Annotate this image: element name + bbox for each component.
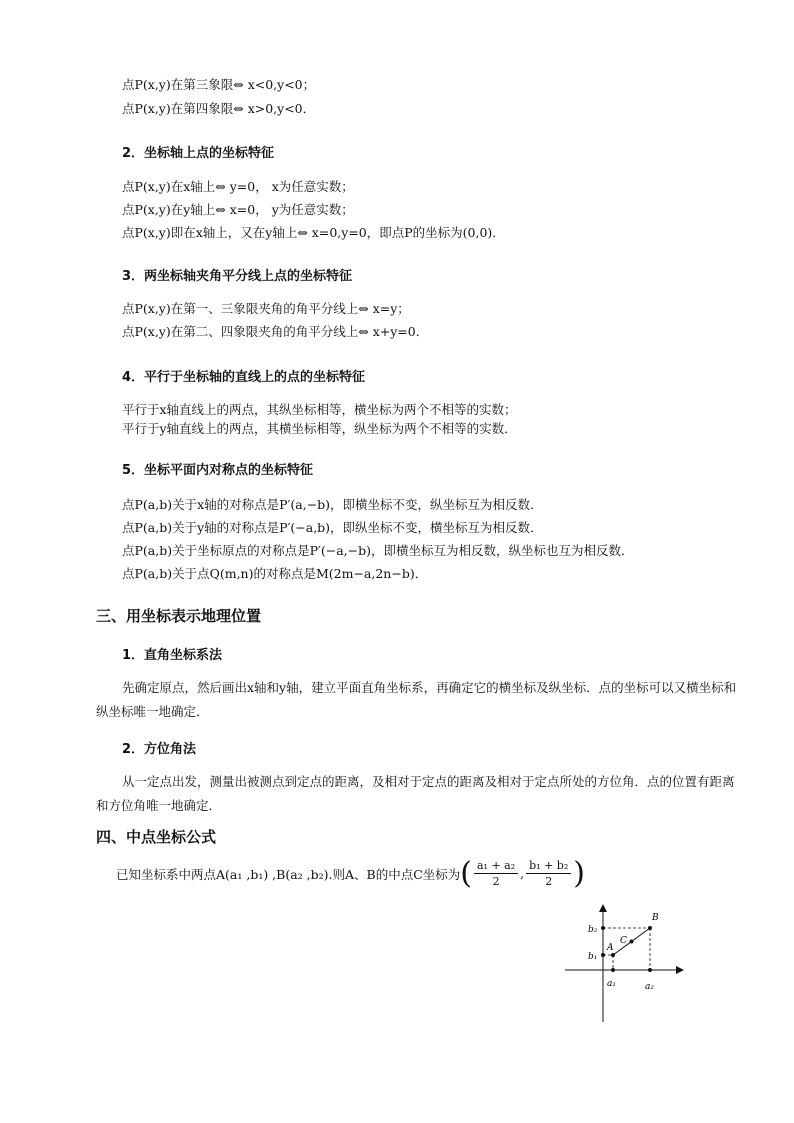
label-a2: a₂ [645, 982, 654, 992]
tick-b1 [601, 953, 605, 957]
midpoint-diagram [560, 900, 690, 1030]
right-paren: ) [573, 855, 585, 891]
subheading: 1．直角坐标系法 [122, 648, 223, 663]
left-paren: ( [460, 855, 472, 891]
text-line: 点P(x,y)即在x轴上，又在y轴上⇔ x=0,y=0，即点P的坐标为(0,0)． [122, 225, 505, 240]
text-line: 平行于x轴直线上的两点，其纵坐标相等，横坐标为两个不相等的实数； [122, 402, 517, 417]
text-line: 点P(x,y)在第三象限⇔ x<0,y<0； [122, 77, 316, 92]
point-a [611, 953, 615, 957]
label-b: B [652, 913, 659, 923]
text-line: 点P(x,y)在y轴上⇔ x=0， y为任意实数； [122, 202, 354, 217]
fraction-y-denominator: 2 [545, 875, 553, 888]
text-line: 平行于y轴直线上的两点，其横坐标相等，纵坐标为两个不相等的实数． [122, 421, 517, 436]
text-line: 点P(x,y)在第四象限⇔ x>0,y<0． [122, 101, 316, 116]
label-a1: a₁ [607, 979, 616, 989]
midpoint-formula [116, 855, 585, 891]
text-line: 点P(a,b)关于x轴的对称点是P′(a,−b)，即横坐标不变，纵坐标互为相反数． [122, 497, 543, 512]
fraction-y [526, 858, 571, 889]
subheading: 2．坐标轴上点的坐标特征 [122, 146, 275, 161]
fraction-x-numerator: a₁ + a₂ [474, 858, 518, 874]
point-b [648, 926, 652, 930]
subheading: 5．坐标平面内对称点的坐标特征 [122, 463, 314, 478]
section-heading: 三、用坐标表示地理位置 [96, 607, 262, 625]
label-c: C [620, 936, 627, 946]
text-line: 点P(a,b)关于坐标原点的对称点是P′(−a,−b)，即横坐标互为相反数，纵坐标也互为相反数． [122, 543, 634, 558]
label-a: A [607, 943, 614, 953]
comma: , [520, 866, 525, 881]
tick-b2 [601, 926, 605, 930]
subheading: 3．两坐标轴夹角平分线上点的坐标特征 [122, 269, 353, 284]
section-heading: 四、中点坐标公式 [96, 828, 217, 846]
text-line: 点P(a,b)关于点Q(m,n)的对称点是M(2m−a,2n−b)． [122, 566, 428, 581]
text-line: 点P(a,b)关于y轴的对称点是P′(−a,b)，即纵坐标不变，横坐标互为相反数． [122, 520, 543, 535]
paragraph: 从一定点出发，测量出被测点到定点的距离，及相对于定点的距离及相对于定点所处的方位角．点的位置有距离和方位角唯一地确定． [96, 774, 735, 813]
subheading: 2．方位角法 [122, 742, 197, 757]
tick-a2 [648, 968, 652, 972]
tick-a1 [611, 968, 615, 972]
subheading: 4．平行于坐标轴的直线上的点的坐标特征 [122, 370, 366, 385]
fraction-x [474, 858, 518, 889]
fraction-x-denominator: 2 [492, 875, 500, 888]
point-c [630, 940, 634, 944]
fraction-y-numerator: b₁ + b₂ [526, 858, 571, 874]
text-line: 点P(x,y)在第二、四象限夹角的角平分线上⇔ x+y=0． [122, 324, 429, 339]
formula-prefix: 已知坐标系中两点A(a₁ ,b₁) ,B(a₂ ,b₂).则A、B的中点C坐标为 [116, 866, 461, 882]
label-b1: b₁ [588, 952, 598, 962]
paragraph: 先确定原点，然后画出x轴和y轴，建立平面直角坐标系，再确定它的横坐标及纵坐标．点的坐标可以又横坐标和纵坐标唯一地确定． [96, 680, 737, 719]
label-b2: b₂ [588, 925, 598, 935]
text-line: 点P(x,y)在x轴上⇔ y=0， x为任意实数； [122, 179, 354, 194]
text-line: 点P(x,y)在第一、三象限夹角的角平分线上⇔ x=y； [122, 301, 410, 316]
